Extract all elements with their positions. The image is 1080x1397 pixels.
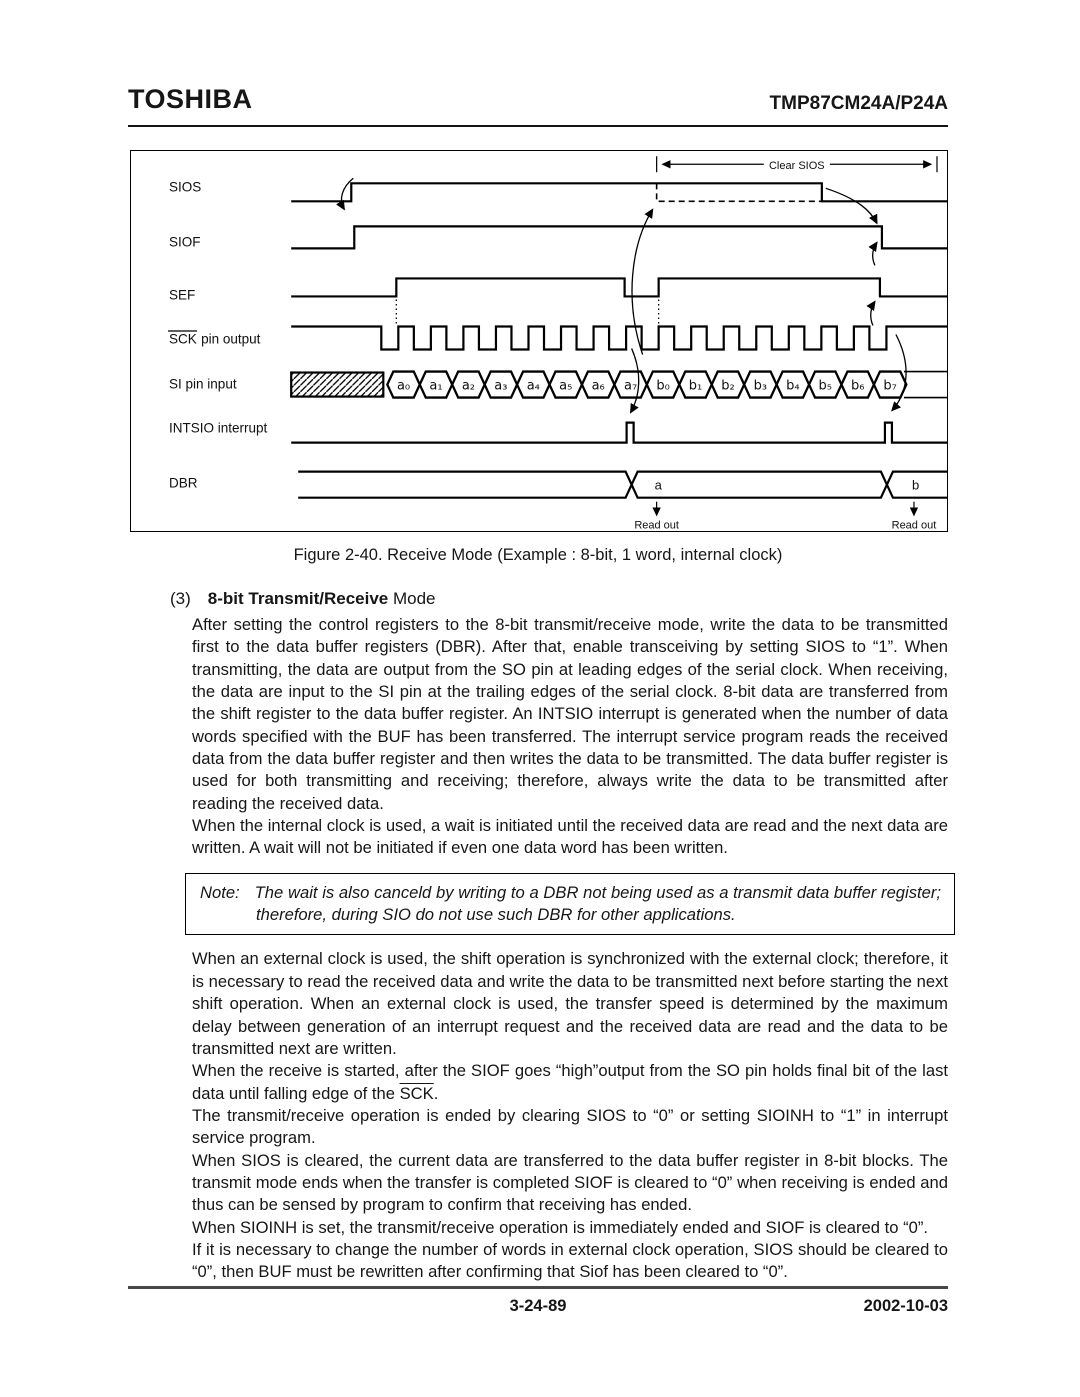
timing-diagram-svg: [131, 151, 947, 531]
section-heading: [170, 589, 436, 609]
si-cell-a7: a₇: [624, 378, 638, 394]
intsio-waveform: [291, 423, 947, 443]
header-rule: [128, 125, 948, 127]
paragraph-4: [192, 1060, 948, 1105]
note-body: The wait is also canceld by writing to a DBR not being used as a transmit data buffer register; therefore, during SIO do not use such DBR for other applications.: [254, 882, 941, 925]
si-cell-a3: a₃: [494, 378, 508, 394]
si-cell-b6: b₆: [850, 378, 865, 394]
si-cell-a5: a₅: [559, 378, 573, 394]
note-box: [185, 873, 955, 936]
si-cell-b5: b₅: [818, 378, 832, 394]
paragraph-4-sck-overlined: $\overline{SCK}$: [399, 1083, 434, 1103]
paragraph-8: If it is necessary to change the number of words in external clock operation, SIOS should be cleared to “0”, then BUF must be rewritten after confirming that Siof has been cleared to “0”.: [192, 1239, 948, 1282]
paragraph-1: After setting the control registers to the 8-bit transmit/receive mode, write the data to be transmitted first to the data buffer registers (DBR). After that, enable transceiving by setting SIOS to “1”. When transmitting, the data are output from the SO pin at leading edges of the serial clock. When receiving, the data are input to the SI pin at the trailing edges of the serial clock. 8-bit data are transferred from the shift register to the data buffer register. An INTSIO interrupt is generated when the number of data words specified with the BUF has been transferred. The interrupt service program reads the received data from the data buffer register and then writes the data to be transmitted. The data buffer register is used for both transmitting and receiving; therefore, always write the data to be transmitted after reading the received data.: [192, 615, 948, 813]
part-number: TMP87CM24A/P24A: [769, 93, 948, 114]
sef-waveform: [291, 278, 947, 296]
timing-diagram-figure: [130, 150, 948, 532]
read-out-annotations: [634, 502, 936, 531]
sios-dashed-clear-trace: [657, 183, 822, 201]
sck-rest-text: pin output: [201, 331, 261, 347]
paragraph-2: When the internal clock is used, a wait is initiated until the received data are read and the next data are written. A wait will not be initiated if even one data word has been written.: [192, 816, 948, 858]
toshiba-logo-text: TOSHIBA: [128, 84, 253, 114]
arrow-sef-to-siof: [873, 242, 877, 265]
si-bus-continuation: [904, 372, 947, 398]
clear-sios-dimension: [657, 156, 937, 172]
dbr-bus: [298, 472, 947, 498]
signal-label-sck-pin-output: [168, 331, 261, 347]
signal-label-dbr: DBR: [169, 475, 198, 491]
paragraph-4-post: .: [433, 1083, 439, 1103]
paragraph-7: When SIOINH is set, the transmit/receive operation is immediately ended and SIOF is cleared to “0”.: [192, 1217, 928, 1237]
signal-label-sios: SIOS: [169, 179, 202, 195]
page-number: 3-24-89: [509, 1297, 567, 1315]
page-header: [128, 84, 948, 115]
dbr-word-b-label: b: [911, 477, 920, 493]
note-label: Note:: [200, 882, 240, 902]
sios-trace: [291, 183, 947, 201]
si-cell-b2: b₂: [721, 378, 735, 394]
si-cell-b0: b₀: [656, 378, 670, 394]
paragraph-3: When an external clock is used, the shift operation is synchronized with the external clock; therefore, it is necessary to read the received data and write the data to be transmitted next before starting the next shift operation. When an external clock is used, the transfer speed is determined by the maximum delay between generation of an interrupt request and the received data are read and the data to be transmitted next are written.: [192, 949, 948, 1058]
read-out-label-1: Read out: [634, 519, 679, 531]
sck-waveform: [291, 326, 947, 349]
footer-date: 2002-10-03: [863, 1297, 948, 1315]
dbr-trace-b: [298, 472, 947, 498]
signal-label-intsio: INTSIO interrupt: [169, 420, 268, 436]
section-title-bold: 8-bit Transmit/Receive: [207, 589, 389, 608]
siof-waveform: [291, 226, 947, 248]
si-cell-a4: a₄: [526, 378, 540, 394]
si-undefined-hatch: [291, 373, 383, 397]
section-title-rest: Mode: [388, 589, 436, 608]
section-number: (3): [170, 589, 191, 608]
arrow-sck-to-sef: [871, 301, 875, 325]
si-cell-b7: b₇: [883, 378, 897, 394]
si-cell-b3: b₃: [753, 378, 768, 394]
clear-sios-label: Clear SIOS: [768, 159, 825, 172]
sios-waveform: [291, 183, 947, 201]
signal-label-siof: SIOF: [169, 234, 201, 250]
footer-rule: [128, 1286, 948, 1289]
dotted-alignment-lines: [396, 299, 658, 325]
dbr-trace-a: [298, 472, 947, 498]
si-cell-a2: a₂: [461, 378, 476, 394]
dbr-word-a-label: a: [654, 477, 662, 493]
paragraph-6: When SIOS is cleared, the current data are transferred to the data buffer register in 8-bit blocks. The transmit mode ends when the transfer is completed SIOF is cleared to “0” when receiving is ended and thus can be sensed by program to confirm that receiving has ended.: [192, 1150, 948, 1215]
paragraph-5: The transmit/receive operation is ended by clearing SIOS to “0” or setting SIOINH to “1” in interrupt service program.: [192, 1105, 948, 1148]
si-cell-a0: a₀: [396, 378, 411, 394]
sck-overlined-text: SCK: [169, 331, 197, 347]
si-cell-b4: b₄: [786, 378, 800, 394]
si-bit-cells: [387, 372, 906, 398]
body-text: [192, 614, 948, 1284]
signal-label-si: SI pin input: [169, 376, 237, 392]
si-cell-a1: a₁: [429, 378, 443, 394]
figure-caption: Figure 2-40. Receive Mode (Example : 8-bit, 1 word, internal clock): [293, 546, 783, 564]
arrow-sios-fall-to-siof-fall: [826, 188, 877, 223]
si-pin-input-bus: [291, 372, 947, 398]
paragraph-4-pre: When the receive is started, after the SIOF goes “high”output from the SO pin holds final bit of the last data until falling edge of the: [192, 1061, 948, 1103]
note-text: [200, 882, 941, 927]
read-out-label-2: Read out: [891, 519, 937, 531]
si-cell-a6: a₆: [591, 378, 605, 394]
signal-label-sef: SEF: [169, 287, 196, 303]
si-cell-b1: b₁: [688, 378, 703, 394]
